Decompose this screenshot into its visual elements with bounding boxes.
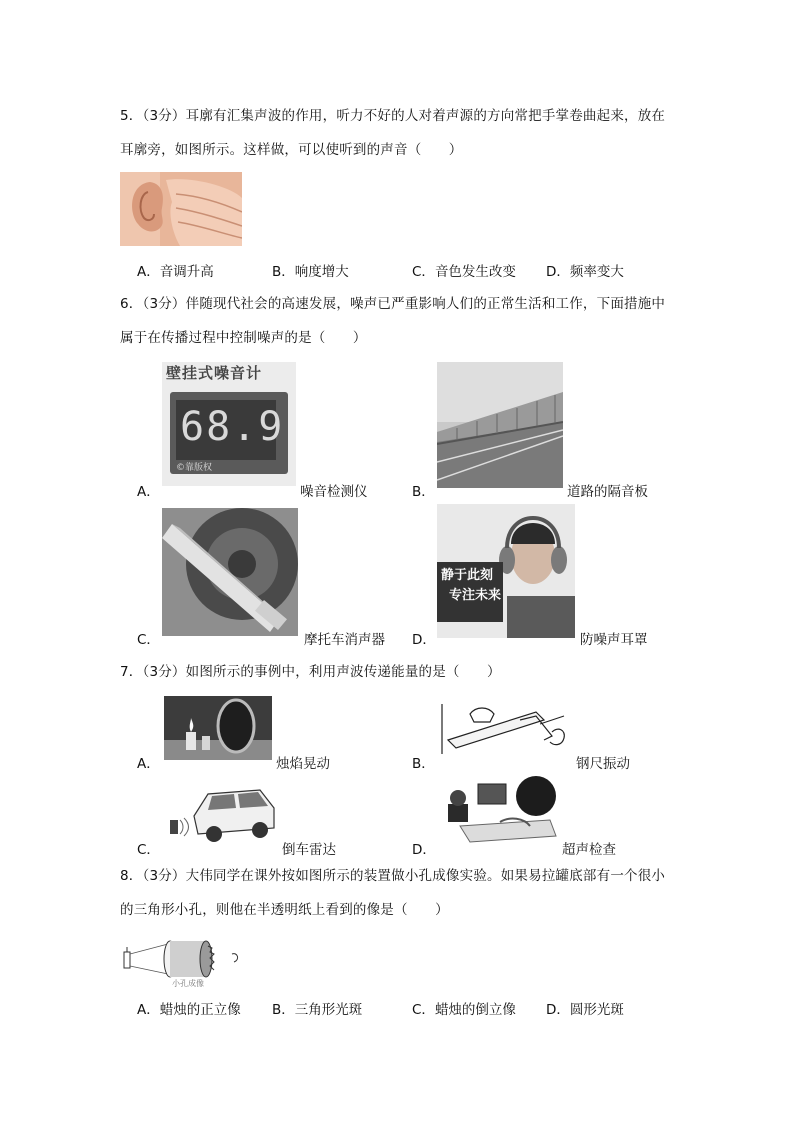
earmuff-poster-photo: 静于此刻 专注未来 [437, 504, 575, 638]
ultrasound-photo [440, 776, 558, 846]
q5-option-b[interactable]: B．响度增大 [272, 264, 349, 280]
q6-option-d-text: 防噪声耳罩 [580, 632, 648, 648]
reversing-radar-drawing [164, 780, 278, 846]
q6-option-b-letter[interactable]: B． [412, 484, 435, 500]
q5-stem-line1: 5．（3分）耳廓有汇集声波的作用，听力不好的人对着声源的方向常把手掌卷曲起来，放在 [120, 108, 666, 124]
q5-stem-line2: 耳廓旁，如图所示。这样做，可以使听到的声音（ ） [120, 142, 463, 158]
q8-option-b[interactable]: B．三角形光斑 [272, 1002, 363, 1018]
q7-option-c-text: 倒车雷达 [282, 842, 336, 858]
q5-option-c[interactable]: C．音色发生改变 [412, 264, 516, 280]
meter-display: 68.9 [180, 404, 285, 450]
ear-photo [120, 172, 242, 246]
q7-option-a-text: 烛焰晃动 [276, 756, 330, 772]
pinhole-figure-caption: 小孔成像 [172, 979, 204, 988]
q8-option-c[interactable]: C．蜡烛的倒立像 [412, 1002, 516, 1018]
pinhole-camera-drawing [120, 934, 246, 990]
q6-option-c-letter[interactable]: C． [137, 632, 160, 648]
muffler-photo [162, 508, 298, 636]
q7-option-d-text: 超声检查 [562, 842, 616, 858]
q7-option-d-letter[interactable]: D． [412, 842, 436, 858]
q7-option-b-text: 钢尺振动 [576, 756, 630, 772]
q6-option-a-letter[interactable]: A． [137, 484, 160, 500]
q6-stem-line2: 属于在传播过程中控制噪声的是（ ） [120, 330, 367, 346]
q5-option-a[interactable]: A．音调升高 [137, 264, 214, 280]
q8-stem-line1: 8．（3分）大伟同学在课外按如图所示的装置做小孔成像实验。如果易拉罐底部有一个很小 [120, 868, 666, 884]
q6-option-b-text: 道路的隔音板 [567, 484, 648, 500]
q7-stem-line1: 7．（3分）如图所示的事例中，利用声波传递能量的是（ ） [120, 664, 501, 680]
q8-option-a[interactable]: A．蜡烛的正立像 [137, 1002, 241, 1018]
q6-stem-line1: 6．（3分）伴随现代社会的高速发展，噪声已严重影响人们的正常生活和工作，下面措施中 [120, 296, 666, 312]
candle-speaker-photo [164, 696, 272, 760]
q8-option-d[interactable]: D．圆形光斑 [546, 1002, 624, 1018]
q7-option-a-letter[interactable]: A． [137, 756, 160, 772]
q6-option-d-letter[interactable]: D． [412, 632, 436, 648]
road-barrier-photo [437, 362, 563, 488]
noise-meter-photo: 壁挂式噪音计 68.9 ©靠版权 [162, 362, 296, 486]
q5-option-d[interactable]: D．频率变大 [546, 264, 624, 280]
q6-option-c-text: 摩托车消声器 [304, 632, 385, 648]
q6-option-a-text: 噪音检测仪 [300, 484, 368, 500]
q7-option-b-letter[interactable]: B． [412, 756, 435, 772]
q8-stem-line2: 的三角形小孔，则他在半透明纸上看到的像是（ ） [120, 902, 449, 918]
meter-body: 68.9 ©靠版权 [170, 392, 288, 474]
q7-option-c-letter[interactable]: C． [137, 842, 160, 858]
steel-ruler-drawing [440, 696, 570, 758]
